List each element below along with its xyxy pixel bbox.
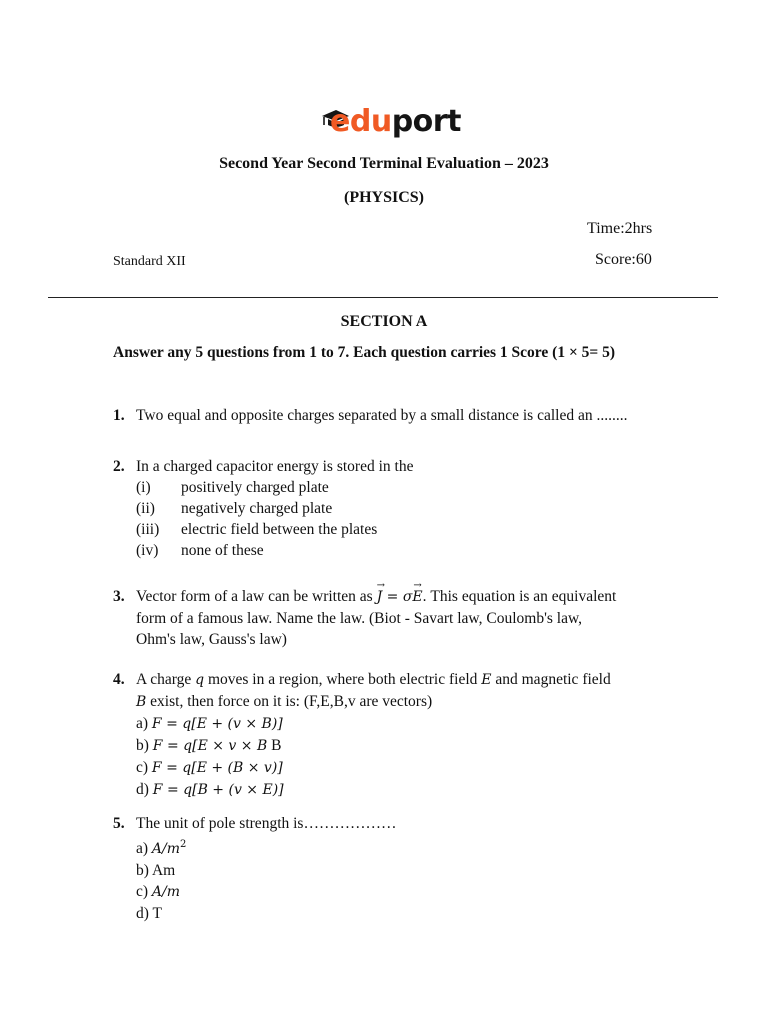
option: (i) positively charged plate — [136, 479, 329, 496]
equation: → J = σ→ E — [377, 589, 423, 605]
section-instruction: Answer any 5 questions from 1 to 7. Each question carries 1 Score (1 × 5= 5) — [113, 344, 616, 361]
question-text: The unit of pole strength is……………… — [136, 815, 397, 832]
question-number: 3. — [113, 588, 125, 605]
question-2 — [113, 456, 693, 561]
header-divider — [48, 297, 718, 298]
option: d) F = q[B + (v × E)] — [136, 781, 284, 798]
option: a) $A/m^2$ — [136, 839, 187, 858]
section-title: SECTION A — [340, 313, 428, 330]
question-line: Ohm's law, Gauss's law) — [136, 631, 287, 648]
question-line: form of a famous law. Name the law. (Biot - Savart law, Coulomb's law, — [136, 610, 583, 627]
logo-wordmark: eduport — [330, 104, 461, 139]
time-label: Time:2hrs — [587, 220, 653, 237]
eduport-logo — [320, 104, 461, 142]
question-number: 5. — [113, 815, 125, 832]
question-1 — [113, 405, 693, 426]
question-line: A charge q moves in a region, where both electric field E and magnetic field — [136, 671, 611, 688]
question-5 — [113, 813, 693, 924]
option: b) Am — [136, 862, 176, 880]
question-4 — [113, 669, 693, 801]
question-number: 4. — [113, 671, 125, 688]
question-3 — [113, 586, 693, 650]
option: (iv) none of these — [136, 542, 264, 559]
question-text: Two equal and opposite charges separated by a small distance is called an ........ — [136, 407, 628, 424]
option: c) A/m — [136, 883, 181, 901]
question-text: In a charged capacitor energy is stored in the — [136, 458, 414, 475]
standard-label: Standard XII — [113, 254, 186, 269]
subject-title: (PHYSICS) — [343, 189, 424, 206]
option: c) F = q[E + (B × v)] — [136, 759, 283, 776]
question-number: 2. — [113, 458, 125, 475]
option: (iii) electric field between the plates — [136, 521, 378, 538]
option: d) T — [136, 905, 162, 923]
option: (ii) negatively charged plate — [136, 500, 333, 517]
question-line: B exist, then force on it is: (F,E,B,v are vectors) — [136, 693, 433, 710]
question-line: Vector form of a law can be written as → J = σ→ E. This equation is an equivalent — [136, 586, 693, 608]
question-number: 1. — [113, 407, 125, 424]
score-label: Score:60 — [595, 251, 652, 268]
option: a) F = q[E + (v × B)] — [136, 715, 283, 732]
exam-title: Second Year Second Terminal Evaluation – 2023 — [219, 155, 549, 172]
option: b) F = q[E × v × B B — [136, 737, 282, 754]
